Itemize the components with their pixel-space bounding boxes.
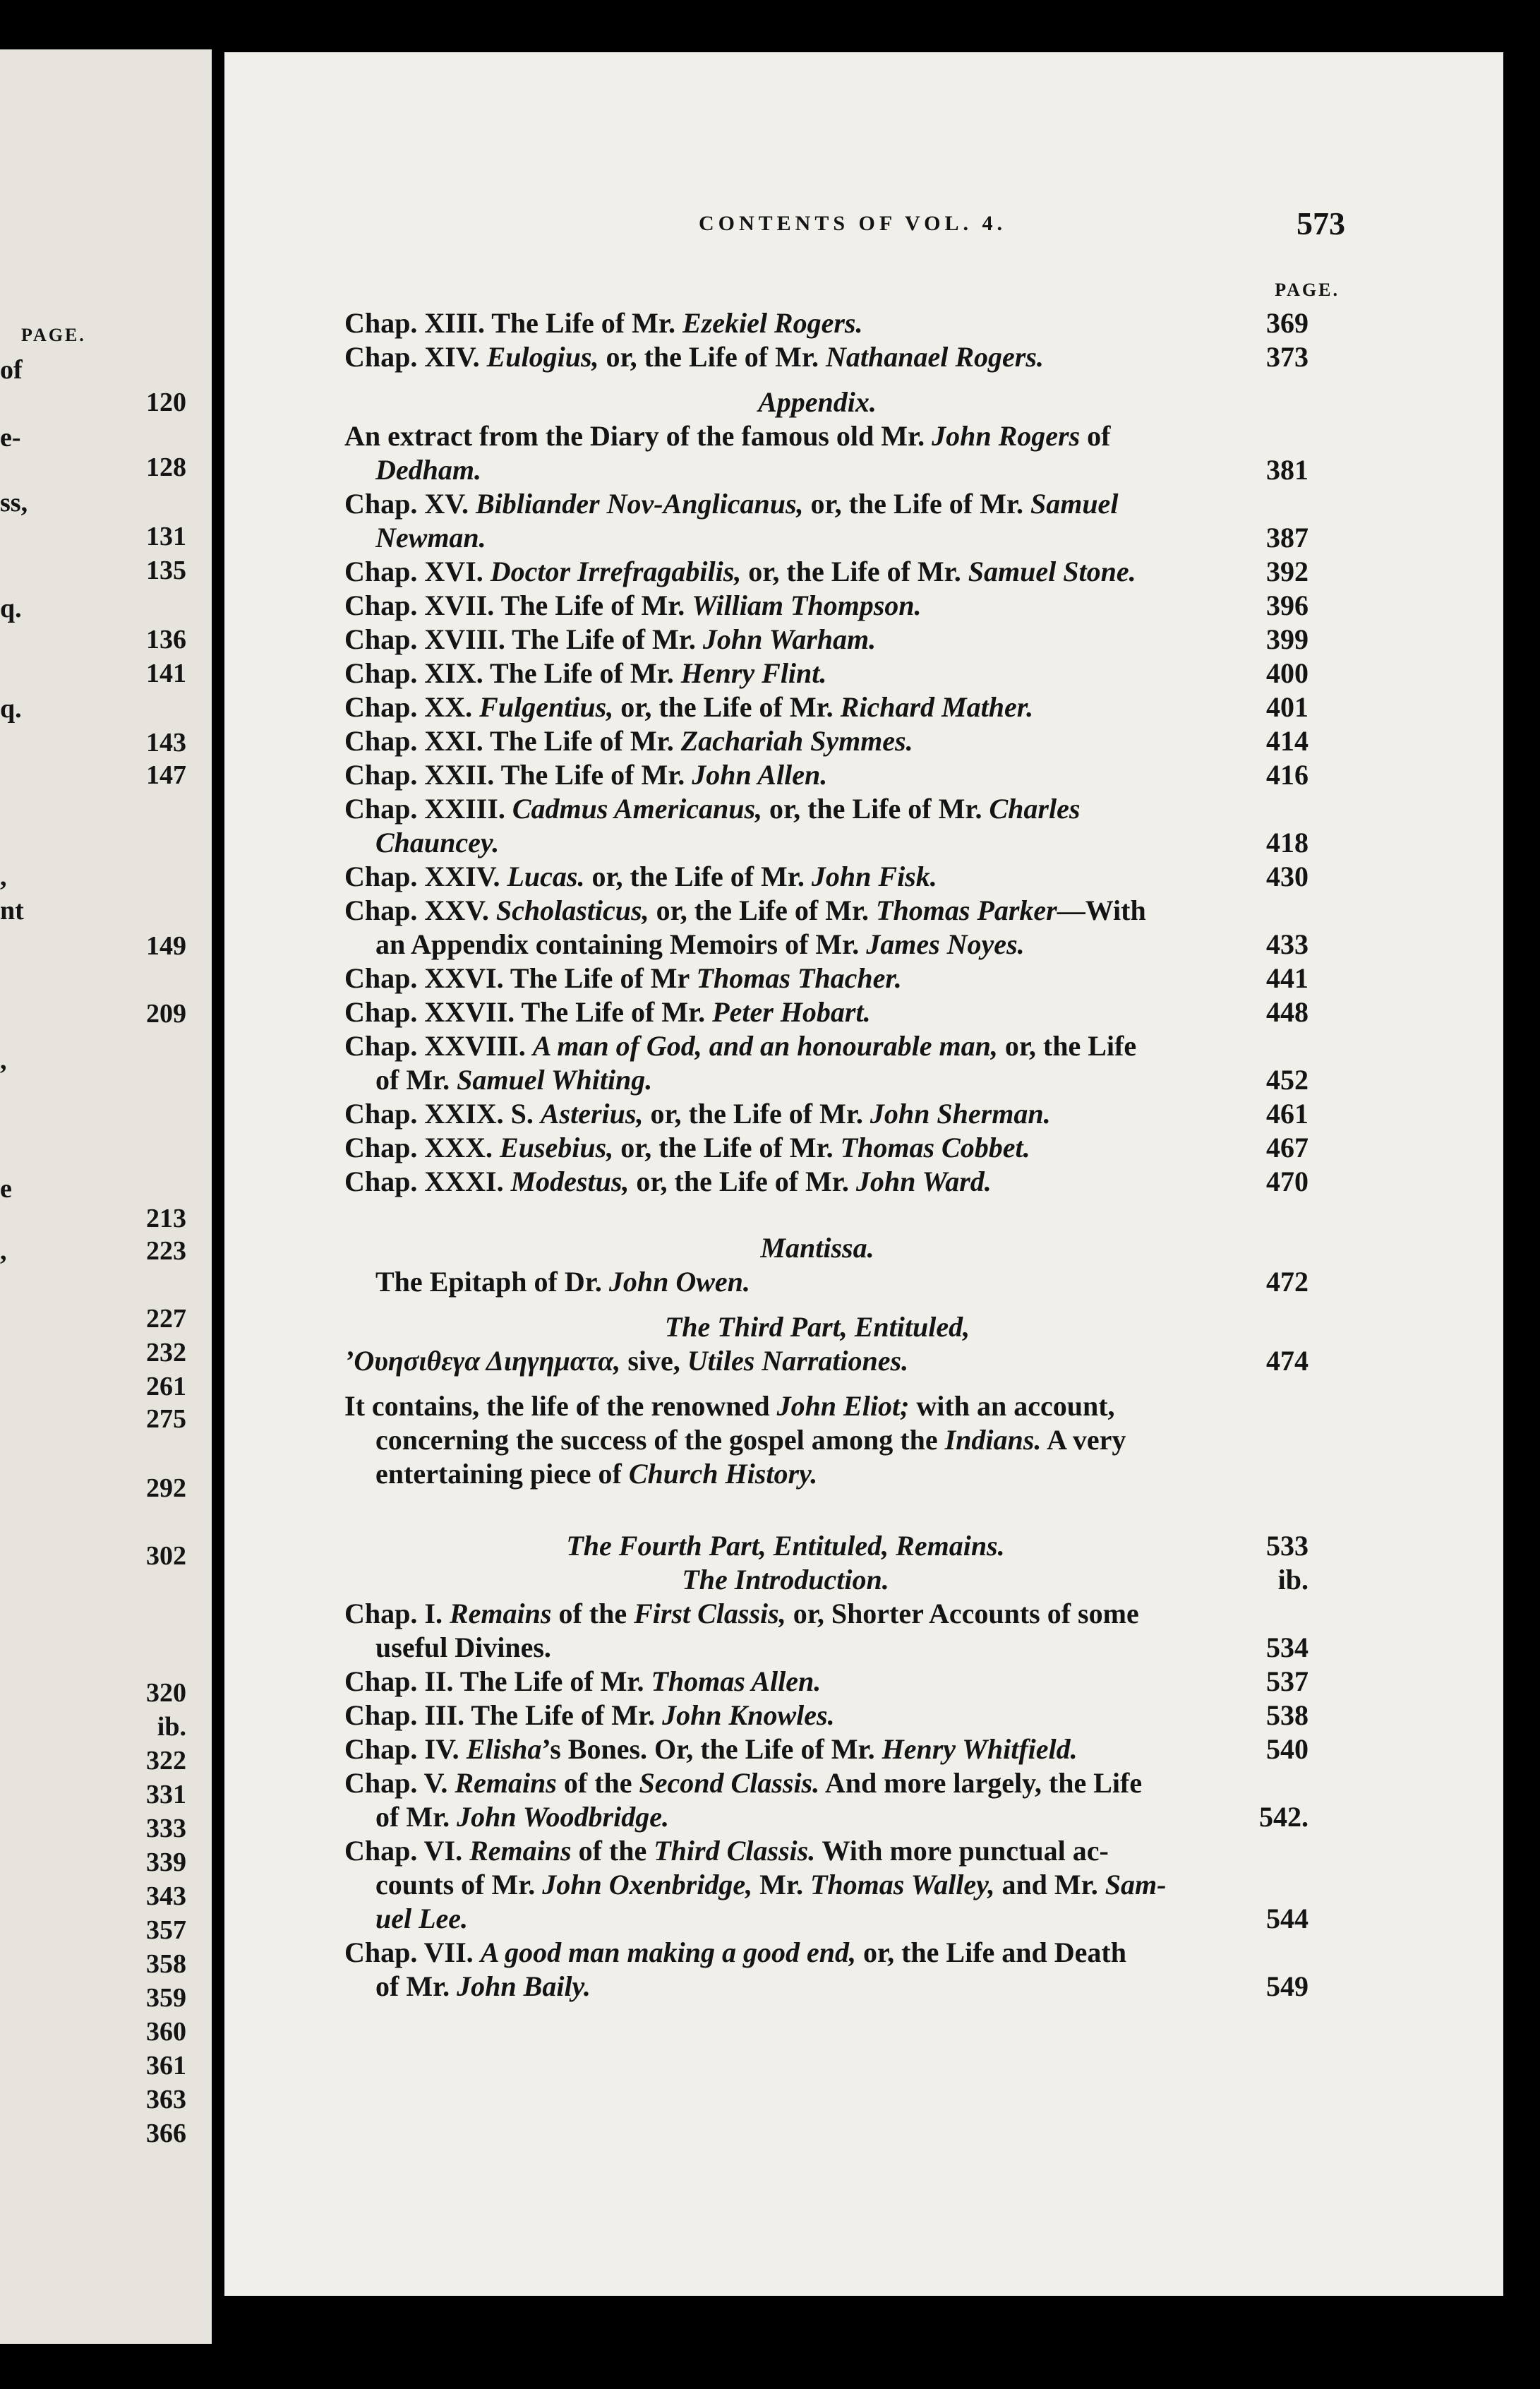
toc-page: 433 (1266, 928, 1309, 960)
toc-page: 549 (1266, 1970, 1309, 2002)
toc-page: 544 (1266, 1903, 1309, 1934)
toc-page: 472 (1266, 1266, 1309, 1298)
toc-entry: The Introduction. ib. (682, 1564, 1309, 1595)
toc-entry: Chap. XXVIII. A man of God, and an honourable man, or, the Life of Mr. Samuel Whiting. 452 (344, 1030, 1309, 1096)
toc-entry: Chap. XXIII. Cadmus Americanus, or, the Life of Mr. Charles Chauncey. 418 (344, 793, 1309, 858)
toc-page: 537 (1266, 1665, 1309, 1697)
left-page-number: 331 (146, 1780, 186, 1809)
toc-page: 400 (1266, 657, 1309, 689)
left-page-number: 320 (146, 1678, 186, 1708)
toc-page: 538 (1266, 1699, 1309, 1731)
left-page-number: 227 (146, 1304, 186, 1334)
left-page-number: 302 (146, 1541, 186, 1571)
left-page-number: 339 (146, 1848, 186, 1877)
toc-entry: Chap. XXXI. Modestus, or, the Life of Mr. John Ward. 470 (344, 1166, 1309, 1197)
toc-entry: Chap. XX. Fulgentius, or, the Life of Mr. Richard Mather. 401 (344, 691, 1309, 723)
toc-entry: Chap. XXVII. The Life of Mr. Peter Hobart. 448 (344, 996, 1309, 1028)
toc-entry: Chap. XIX. The Life of Mr. Henry Flint. 400 (344, 657, 1309, 689)
left-page-number: 275 (146, 1404, 186, 1434)
toc-page: 373 (1266, 341, 1309, 373)
toc-entry: The Fourth Part, Entituled, Remains. 533 (566, 1530, 1309, 1562)
toc-page: 448 (1266, 996, 1309, 1028)
toc-entry: Chap. VII. A good man making a good end, or, the Life and Death of Mr. John Baily. 549 (344, 1936, 1309, 2002)
toc-entry: Chap. I. Remains of the First Classis, or, Shorter Accounts of some useful Divines. 534 (344, 1598, 1309, 1663)
left-page-number: 120 (146, 388, 186, 417)
toc-entry: Chap. XV. Bibliander Nov-Anglicanus, or, the Life of Mr. Samuel Newman. 387 (344, 488, 1309, 553)
left-page-number: 366 (146, 2119, 186, 2148)
toc-entry: Chap. II. The Life of Mr. Thomas Allen. 537 (344, 1665, 1309, 1697)
toc-page: 430 (1266, 861, 1309, 892)
left-fragment: , (0, 1046, 7, 1075)
left-page-number: 333 (146, 1814, 186, 1843)
toc-page: 414 (1266, 725, 1309, 757)
toc-entry: Chap. XXII. The Life of Mr. John Allen. 416 (344, 759, 1309, 791)
toc-entry: Chap. XIV. Eulogius, or, the Life of Mr. Nathanael Rogers. 373 (344, 341, 1309, 373)
toc-entry: Chap. IV. Elisha’s Bones. Or, the Life of Mr. Henry Whitfield. 540 (344, 1733, 1309, 1765)
toc-page: 396 (1266, 589, 1309, 621)
left-page-number: 360 (146, 2017, 186, 2047)
mantissa-heading: Mantissa. (760, 1232, 874, 1264)
left-page-number: 358 (146, 1949, 186, 1979)
third-part-heading: The Third Part, Entituled, (664, 1311, 970, 1343)
toc-page: 534 (1266, 1631, 1309, 1663)
left-page-number: 232 (146, 1338, 186, 1367)
left-page-number: 213 (146, 1204, 186, 1233)
left-facing-page (0, 49, 212, 2344)
third-part-description: It contains, the life of the renowned John Eliot; with an account, concerning the success of the gospel among the Indians. A very entertaining piece of Church History. (344, 1390, 1126, 1490)
toc-page: 474 (1266, 1345, 1309, 1377)
toc-entry: Chap. XIII. The Life of Mr. Ezekiel Rogers. 369 (344, 307, 1309, 339)
toc-entry: Chap. III. The Life of Mr. John Knowles. 538 (344, 1699, 1309, 1731)
page-column-label: PAGE. (1275, 280, 1340, 300)
toc-page: 470 (1266, 1166, 1309, 1197)
toc-entry: An extract from the Diary of the famous old Mr. John Rogers of Dedham. 381 (344, 420, 1309, 486)
left-page-header: PAGE. (21, 325, 86, 345)
toc-entry: Chap. XVIII. The Life of Mr. John Warham. 399 (344, 623, 1309, 655)
left-page-number: 343 (146, 1881, 186, 1911)
left-fragment: of (0, 355, 23, 385)
toc-page: 381 (1266, 454, 1309, 486)
toc-page: 369 (1266, 307, 1309, 339)
table-of-contents (344, 306, 1309, 2004)
toc-page: 416 (1266, 759, 1309, 791)
left-page-number: 223 (146, 1236, 186, 1266)
left-page-number: 357 (146, 1915, 186, 1945)
toc-entry: Chap. XVII. The Life of Mr. William Thompson. 396 (344, 589, 1309, 621)
left-page-number: ib. (157, 1712, 186, 1742)
left-page-number: 361 (146, 2051, 186, 2080)
toc-entry: Chap. XXX. Eusebius, or, the Life of Mr. Thomas Cobbet. 467 (344, 1132, 1309, 1163)
toc-page: 387 (1266, 522, 1309, 553)
appendix-heading: Appendix. (758, 386, 877, 418)
toc-page: 542. (1259, 1801, 1309, 1833)
left-fragment: , (0, 1236, 7, 1266)
left-page-number: 136 (146, 625, 186, 654)
toc-page: 467 (1266, 1132, 1309, 1163)
left-fragment: q. (0, 594, 22, 623)
running-header: CONTENTS OF VOL. 4. (699, 212, 1006, 235)
left-page-number: 135 (146, 556, 186, 585)
toc-page: ib. (1277, 1564, 1309, 1595)
toc-page: 452 (1266, 1064, 1309, 1096)
left-page-number: 363 (146, 2085, 186, 2114)
toc-page: 540 (1266, 1733, 1309, 1765)
book-page (224, 52, 1503, 2296)
toc-entry: Chap. XVI. Doctor Irrefragabilis, or, the Life of Mr. Samuel Stone. 392 (344, 556, 1309, 587)
toc-page: 441 (1266, 962, 1309, 994)
left-page-number: 209 (146, 999, 186, 1029)
toc-entry: Chap. V. Remains of the Second Classis. And more largely, the Life of Mr. John Woodbridge. 542. (344, 1767, 1309, 1833)
toc-page: 533 (1266, 1530, 1309, 1562)
left-fragment: e (0, 1174, 12, 1204)
left-page-number: 261 (146, 1372, 186, 1401)
toc-entry: The Epitaph of Dr. John Owen. 472 (375, 1266, 1309, 1298)
left-fragment: ss, (0, 488, 28, 517)
left-page-number: 143 (146, 728, 186, 758)
left-page-number: 141 (146, 659, 186, 688)
left-fragment: q. (0, 694, 22, 724)
toc-page: 401 (1266, 691, 1309, 723)
toc-entry: ’Ουησιθεγα Διηγηματα, sive, Utiles Narrationes. 474 (344, 1345, 1309, 1377)
page-number: 573 (1297, 205, 1345, 241)
toc-entry: Chap. XXVI. The Life of Mr Thomas Thacher. 441 (344, 962, 1309, 994)
toc-entry: Chap. XXV. Scholasticus, or, the Life of Mr. Thomas Parker—With an Appendix containing Memoirs of Mr. James Noyes. 433 (344, 894, 1309, 960)
left-page-number: 322 (146, 1746, 186, 1776)
left-page-number: 128 (146, 453, 186, 482)
toc-page: 461 (1266, 1098, 1309, 1130)
left-page-number: 292 (146, 1473, 186, 1503)
left-fragment: nt (0, 896, 24, 926)
toc-page: 392 (1266, 556, 1309, 587)
left-fragment: e- (0, 423, 21, 453)
greek-title: ’Ουησιθεγα Διηγηματα, (344, 1345, 621, 1377)
toc-entry: Chap. XXI. The Life of Mr. Zachariah Symmes. 414 (344, 725, 1309, 757)
left-page-number: 131 (146, 522, 186, 551)
toc-page: 399 (1266, 623, 1309, 655)
left-page-number: 147 (146, 760, 186, 790)
toc-entry: Chap. VI. Remains of the Third Classis. With more punctual ac- counts of Mr. John Oxenbridge, Mr. Thomas Walley, and Mr. Sam- uel Lee. 544 (344, 1835, 1309, 1934)
left-page-number: 149 (146, 931, 186, 961)
left-page-number: 359 (146, 1983, 186, 2013)
toc-page: 418 (1266, 827, 1309, 858)
left-fragment: , (0, 862, 7, 892)
toc-entry: Chap. XXIV. Lucas. or, the Life of Mr. John Fisk. 430 (344, 861, 1309, 892)
toc-entry: Chap. XXIX. S. Asterius, or, the Life of Mr. John Sherman. 461 (344, 1098, 1309, 1130)
